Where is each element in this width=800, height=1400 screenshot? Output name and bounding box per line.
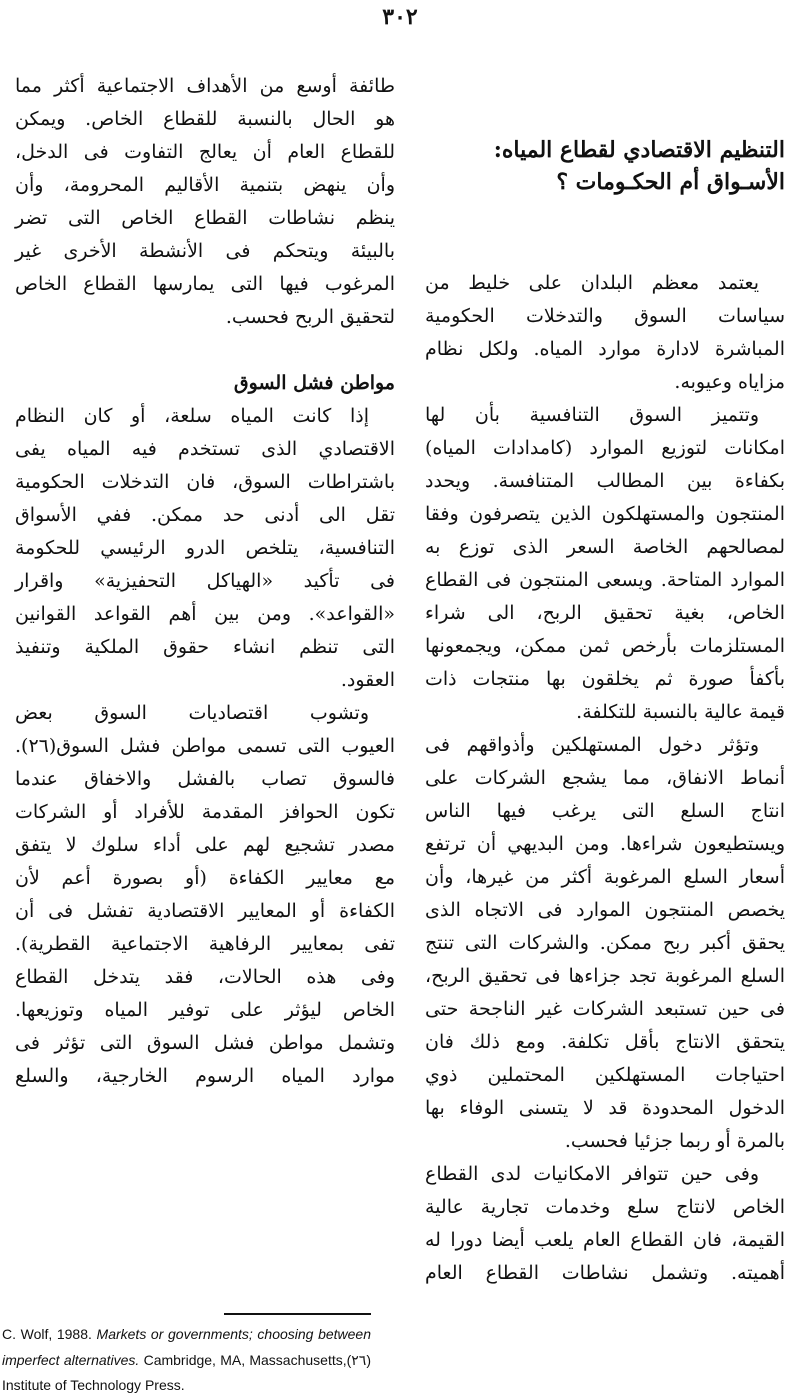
- text-line: أسعار السلع المرغوبة أكثر من غيرها، وأن: [425, 866, 785, 888]
- footnote-divider: [224, 1313, 371, 1315]
- text-line: أنماط الانفاق، مما يشجع الشركات على: [425, 767, 785, 789]
- section-title-line: التنظيم الاقتصادي لقطاع المياه:: [493, 137, 785, 163]
- text-line: وفى هذه الحالات، فقد يتدخل القطاع: [15, 966, 395, 988]
- text-line: باشتراطات السوق، فان التدخلات الحكومية: [15, 471, 395, 493]
- text-line: تفى بمعايير الرفاهية الاجتماعية القطرية).: [15, 933, 395, 955]
- page-number: ٣٠٢: [382, 4, 418, 30]
- text-line: المباشرة لادارة موارد المياه. ولكل نظام: [425, 338, 785, 360]
- text-line: الكفاءة أو المعايير الاقتصادية تفشل فى أن: [15, 900, 395, 922]
- text-line: الدخول المحدودة قد لا يتسنى الوفاء بها: [425, 1097, 785, 1119]
- text-line: يخصص المنتجون الموارد فى الاتجاه الذى: [425, 899, 785, 921]
- right-column: [425, 267, 785, 1290]
- text-line: الموارد المتاحة. ويسعى المنتجون فى القطاع: [425, 569, 785, 591]
- text-line: وتشمل مواطن فشل السوق التى تؤثر فى: [15, 1032, 395, 1054]
- text-line: بالبيئة ويتحكم فى الأنشطة الأخرى غير: [15, 240, 395, 262]
- footnote: [2, 1322, 371, 1399]
- blank-line: [15, 334, 395, 367]
- text-line: فالسوق تصاب بالفشل والاخفاق عندما: [15, 768, 395, 790]
- text-line: موارد المياه الرسوم الخارجية، والسلع: [15, 1065, 395, 1087]
- text-line: مصدر تشجيع لهم على أداء سلوك لا يتفق: [15, 834, 395, 856]
- text-line: سياسات السوق والتدخلات الحكومية: [425, 305, 785, 327]
- text-line: القيمة، فان القطاع العام يلعب أيضا دورا له: [425, 1229, 785, 1251]
- text-line: فى تأكيد «الهياكل التحفيزية» واقرار: [15, 570, 395, 592]
- text-line: مزاياه وعيوبه.: [674, 371, 785, 393]
- text-line: وفى حين تتوافر الامكانيات لدى القطاع: [425, 1163, 759, 1185]
- text-line: قيمة عالية بالنسبة للتكلفة.: [576, 701, 785, 723]
- text-line: الخاص لانتاج سلع وخدمات تجارية عالية: [425, 1196, 785, 1218]
- text-line: ينظم نشاطات القطاع الخاص التى تضر: [15, 207, 395, 229]
- text-line: تكون الحوافز المقدمة للأفراد أو الشركات: [15, 801, 395, 823]
- text-line: طائفة أوسع من الأهداف الاجتماعية أكثر مما: [15, 75, 395, 97]
- text-line: للقطاع العام أن يعالج التفاوت فى الدخل،: [15, 141, 395, 163]
- subsection-heading: مواطن فشل السوق: [233, 372, 395, 394]
- text-line: امكانات لتوزيع الموارد (كامدادات المياه): [425, 437, 785, 459]
- footnote-publisher: Cambridge, MA, Massachusetts, Institute of Technology Press.: [2, 1351, 347, 1393]
- text-line: انتاج السلع التى يرغب فيها الناس: [425, 800, 785, 822]
- text-line: بالمرة أو ربما جزئيا فحسب.: [564, 1130, 785, 1152]
- text-line: وأن ينهض بتنمية الأقاليم المحرومة، وأن: [15, 174, 395, 196]
- text-line: بأكفأ صورة ثم يخلقون بها منتجات ذات: [425, 668, 785, 690]
- text-line: تقل الى أدنى حد ممكن. ففي الأسواق: [15, 504, 395, 526]
- text-line: لتحقيق الربح فحسب.: [225, 306, 395, 328]
- text-line: المرغوب فيها التى يمارسها القطاع الخاص: [15, 273, 395, 295]
- text-line: بكفاءة بين المطالب المتنافسة. ويحدد: [425, 470, 785, 492]
- text-line: يتحقق الانتاج بأقل تكلفة. ومع ذلك فان: [425, 1031, 785, 1053]
- footnote-number: (٢٦): [346, 1351, 371, 1368]
- text-line: التنافسية، يتلخص الدرو الرئيسي للحكومة: [15, 537, 395, 559]
- text-line: «القواعد». ومن بين أهم القواعد القوانين: [15, 603, 395, 625]
- text-line: احتياجات المستهلكين المحتملين ذوي: [425, 1064, 785, 1086]
- section-title-line: الأسـواق أم الحكـومات ؟: [556, 169, 785, 195]
- section-title: [425, 134, 785, 198]
- text-line: المنتجون والمستهلكون الذين يتصرفون وفقا: [425, 503, 785, 525]
- text-line: الخاص ليؤثر على توفير المياه وتوزيعها.: [15, 999, 395, 1021]
- text-line: العيوب التى تسمى مواطن فشل السوق(٢٦).: [15, 735, 395, 757]
- text-line: وتؤثر دخول المستهلكين وأذواقهم فى: [425, 734, 759, 756]
- text-line: الخاص، بغية تحقيق الربح، الى شراء: [425, 602, 785, 624]
- text-line: العقود.: [340, 669, 395, 691]
- text-line: الاقتصادي الذى تستخدم فيه المياه يفى: [15, 438, 395, 460]
- text-line: مع معايير الكفاءة (أو بصورة أعم لأن: [15, 867, 395, 889]
- text-line: إذا كانت المياه سلعة، أو كان النظام: [15, 405, 369, 427]
- text-line: المستلزمات بأرخص ثمن ممكن، ويجمعونها: [425, 635, 785, 657]
- text-line: هو الحال بالنسبة للقطاع الخاص. ويمكن: [15, 108, 395, 130]
- text-line: لمصالحهم الخاصة السعر الذى توزع به: [425, 536, 785, 558]
- text-line: التى تنظم انشاء حقوق الملكية وتنفيذ: [15, 636, 395, 658]
- text-line: يحقق أكبر ربح ممكن. والشركات التى تنتج: [425, 932, 785, 954]
- footnote-author: C. Wolf, 1988.: [2, 1326, 92, 1342]
- text-line: أهميته. وتشمل نشاطات القطاع العام: [425, 1262, 785, 1284]
- text-line: وتشوب اقتصاديات السوق بعض: [15, 702, 369, 724]
- text-line: فى حين تستبعد الشركات غير الناجحة حتى: [425, 998, 785, 1020]
- text-line: يعتمد معظم البلدان على خليط من: [425, 272, 759, 294]
- text-line: وتتميز السوق التنافسية بأن لها: [425, 404, 759, 426]
- text-line: ويستطيعون شراءها. ومن البديهي أن ترتفع: [425, 833, 785, 855]
- left-column: [15, 70, 395, 1093]
- text-line: السلع المرغوبة تجد جزاءها فى تحقيق الربح،: [425, 965, 785, 987]
- footnote-title: Markets or governments; choosing between imperfect alternatives.: [2, 1326, 372, 1368]
